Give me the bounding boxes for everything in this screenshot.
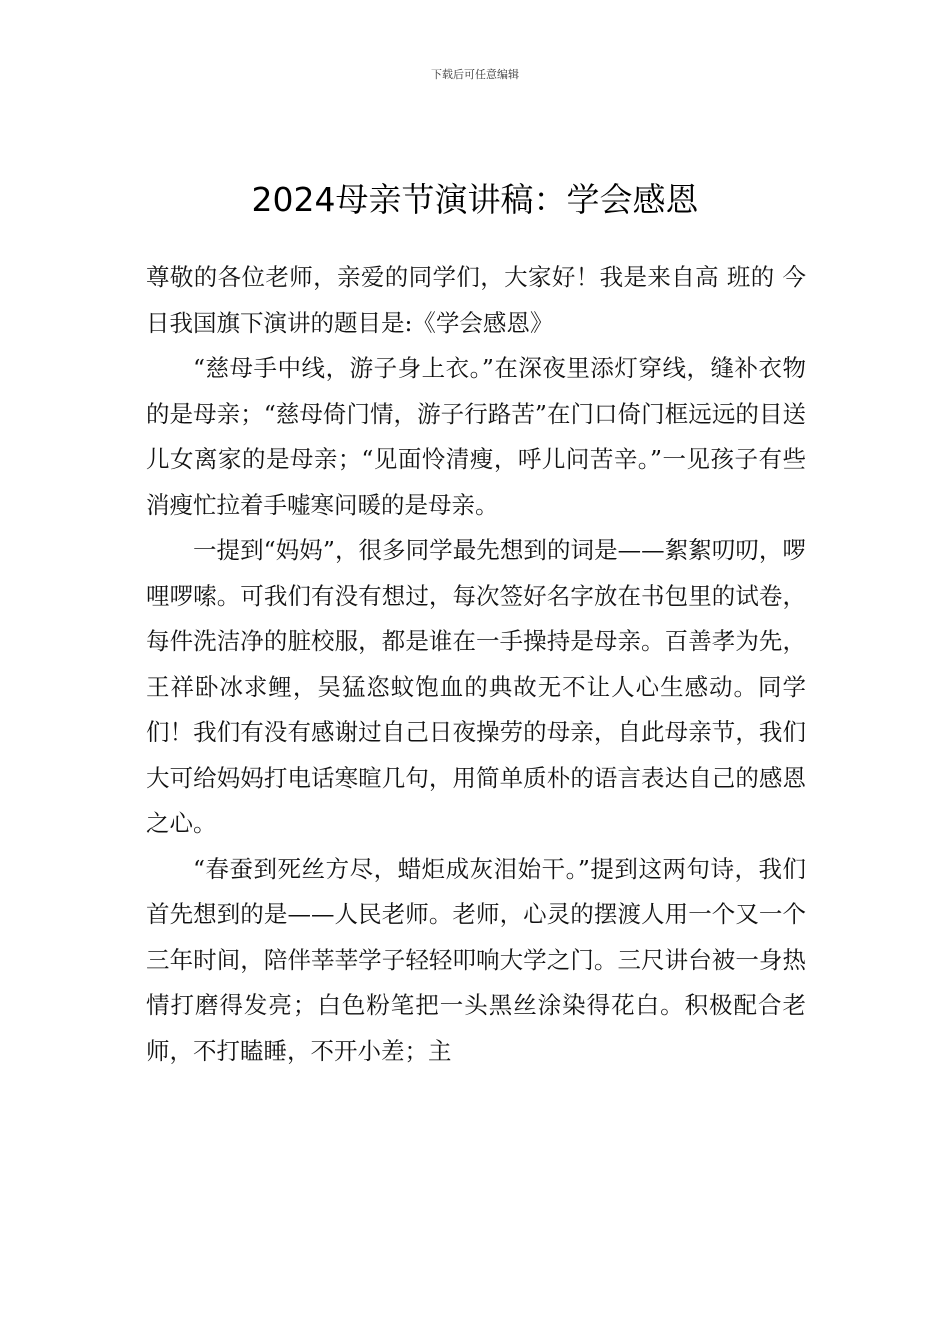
paragraph-mother-poems: “慈母手中线，游子身上衣。”在深夜里添灯穿线，缝补衣物的是母亲；“慈母倚门情，游子行路苦”在门口倚门框远远的目送儿女离家的是母亲；“见面怜清瘦，呼儿问苦辛。”一见孩子有些消瘦忙拉着手嘘寒问暖的是母亲。	[146, 354, 806, 519]
paragraph-mother-care: 一提到“妈妈”，很多同学最先想到的词是——絮絮叨叨，啰哩啰嗦。可我们有没有想过，每次签好名字放在书包里的试卷，每件洗洁净的脏校服，都是谁在一手操持是母亲。百善孝为先，王祥卧冰求鲤，吴猛恣蚊饱血的典故无不让人心生感动。同学们！我们有没有感谢过自己日夜操劳的母亲，自此母亲节，我们大可给妈妈打电话寒暄几句，用简单质朴的语言表达自己的感恩之心。	[146, 536, 806, 837]
document-body	[146, 255, 806, 1074]
document-title: 2024母亲节演讲稿：学会感恩	[251, 180, 699, 219]
header-note: 下载后可任意编辑	[431, 68, 519, 81]
paragraph-greeting: 尊敬的各位老师，亲爱的同学们，大家好！我是来自高 班的 今日我国旗下演讲的题目是:《学会感恩》	[146, 263, 806, 337]
paragraph-teachers: “春蚕到死丝方尽，蜡炬成灰泪始干。”提到这两句诗，我们首先想到的是——人民老师。老师，心灵的摆渡人用一个又一个三年时间，陪伴莘莘学子轻轻叩响大学之门。三尺讲台被一身热情打磨得发亮；白色粉笔把一头黑丝涂染得花白。积极配合老师，不打瞌睡，不开小差；主	[146, 854, 806, 1065]
